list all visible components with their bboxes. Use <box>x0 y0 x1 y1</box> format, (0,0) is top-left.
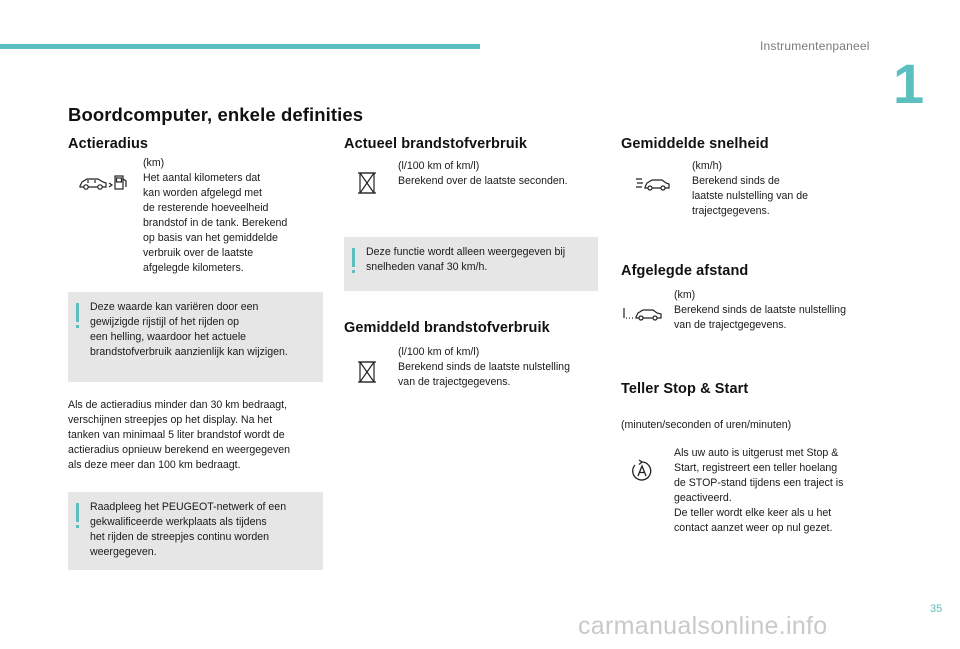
stop-start-unit: (minuten/seconden of uren/minuten) <box>621 419 792 431</box>
note-actieradius-variation: Deze waarde kan variëren door een gewijzigde rijstijl of het rijden op een helling, waardoor het actuele brandstofverbruik aanzienlijk kan wijzigen. <box>68 292 323 382</box>
note-speed-threshold: Deze functie wordt alleen weergegeven bij snelheden vanaf 30 km/h. <box>344 237 598 291</box>
gemiddeld-verbruik-description: (l/100 km of km/l) Berekend sinds de laatste nulstelling van de trajectgegevens. <box>398 346 570 388</box>
stop-start-description: Als uw auto is uitgerust met Stop & Start, registreert een teller hoelang de STOP-stand tijdens een traject is geactiveerd. De teller wordt elke keer als u het contact aanzet weer op nul gezet. <box>674 447 844 534</box>
actieradius-paragraph: Als de actieradius minder dan 30 km bedraagt, verschijnen streepjes op het display. Na het tanken van minimaal 5 liter brandstof wordt de actieradius opnieuw berekend en weergegeven als deze meer dan 100 km bedraagt. <box>68 399 291 471</box>
info-mark-icon <box>352 248 355 267</box>
page-number: 35 <box>930 603 943 615</box>
afgelegde-afstand-description: (km) Berekend sinds de laatste nulstelling van de trajectgegevens. <box>674 289 846 331</box>
gemiddelde-snelheid-description: (km/h) Berekend sinds de laatste nulstelling van de trajectgegevens. <box>692 160 809 217</box>
heading-gemiddelde-snelheid: Gemiddelde snelheid <box>621 136 769 152</box>
actieradius-description: (km) Het aantal kilometers dat kan worden afgelegd met de resterende hoeveelheid brandstof in de tank. Berekend op basis van het gemiddelde verbruik over de laatste afgelegde kilometers. <box>143 157 288 274</box>
car-fuel-range-icon <box>78 173 128 193</box>
info-mark-icon <box>76 503 79 522</box>
heading-gemiddeld-brandstofverbruik: Gemiddeld brandstofverbruik <box>344 320 550 336</box>
watermark: carmanualsonline.info <box>578 612 828 640</box>
heading-afgelegde-afstand: Afgelegde afstand <box>621 263 749 279</box>
stop-start-icon <box>630 459 654 483</box>
section-name: Instrumentenpaneel <box>760 39 870 53</box>
heading-actieradius: Actieradius <box>68 136 149 152</box>
page-title: Boordcomputer, enkele definities <box>68 104 364 125</box>
info-mark-icon <box>76 303 79 322</box>
fuel-pump-icon <box>357 359 379 385</box>
car-speed-icon <box>635 174 671 192</box>
heading-teller-stop-start: Teller Stop & Start <box>621 381 749 397</box>
fuel-pump-icon <box>357 170 379 196</box>
header-accent-bar <box>0 44 480 49</box>
chapter-number: 1 <box>893 52 925 115</box>
car-distance-icon <box>622 304 664 322</box>
heading-actueel-brandstofverbruik: Actueel brandstofverbruik <box>344 136 527 152</box>
actueel-verbruik-description: (l/100 km of km/l) Berekend over de laatste seconden. <box>398 160 568 187</box>
note-peugeot-network: Raadpleeg het PEUGEOT-netwerk of een gekwalificeerde werkplaats als tijdens het rijden de streepjes continu worden weergegeven. <box>68 492 323 570</box>
